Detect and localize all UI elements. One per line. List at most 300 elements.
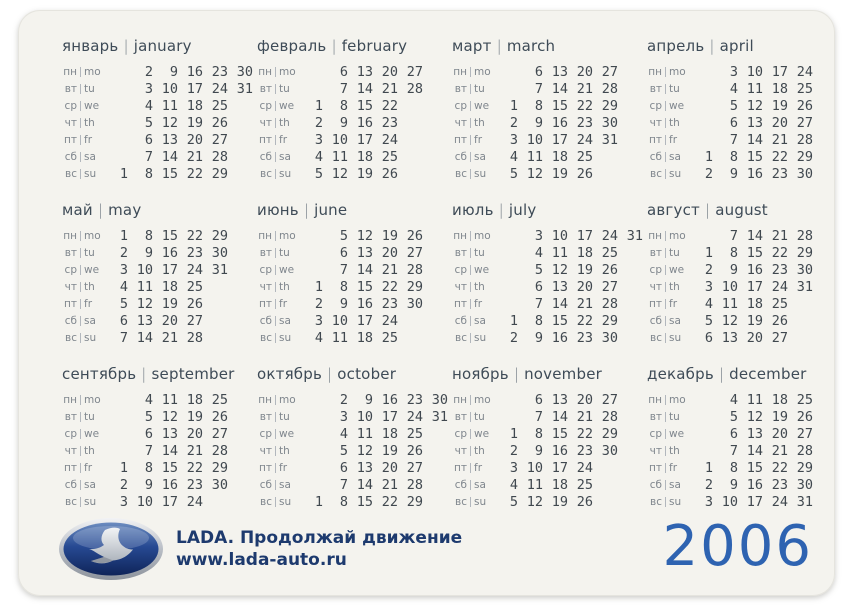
day-cells: [298, 296, 448, 312]
day-cell: 28: [186, 329, 203, 346]
day-abbr-en: th: [474, 444, 485, 457]
day-cell: 10: [331, 312, 348, 329]
day-cell: 15: [551, 312, 568, 329]
day-abbr-ru: ср: [259, 263, 272, 276]
day-cell: 5: [314, 165, 323, 182]
day-cell: 16: [381, 391, 398, 408]
day-row: [257, 227, 447, 244]
day-cell: 27: [186, 312, 203, 329]
day-cell: [618, 98, 643, 114]
day-abbr-en: we: [474, 427, 490, 440]
day-label-divider: [470, 480, 471, 490]
day-abbr-en: we: [84, 263, 100, 276]
day-row: [62, 278, 252, 295]
day-cell: 2: [704, 165, 713, 182]
day-abbr-ru: пт: [649, 297, 662, 310]
day-cell: [618, 296, 643, 312]
day-row-label: [452, 445, 493, 457]
day-abbr-ru: вс: [650, 495, 662, 508]
day-abbr-en: tu: [474, 246, 485, 259]
day-cell: 30: [236, 63, 253, 80]
month-title: [647, 37, 837, 56]
day-cells: [688, 330, 838, 346]
day-cell: 3: [314, 131, 323, 148]
day-row: [647, 244, 837, 261]
day-abbr-en: sa: [279, 314, 291, 327]
day-row-label: [647, 83, 688, 95]
day-cell: 1: [314, 278, 323, 295]
day-cell: 13: [746, 114, 763, 131]
day-cell: 7: [339, 80, 348, 97]
month-name-ru: март: [452, 37, 492, 55]
day-abbr-ru: ср: [64, 99, 77, 112]
day-abbr-ru: пн: [63, 229, 77, 242]
day-cell: 15: [161, 227, 178, 244]
day-label-divider: [275, 118, 276, 128]
day-cells: [493, 262, 643, 278]
day-row-label: [647, 247, 688, 259]
day-cells: [688, 98, 838, 114]
day-row: [647, 493, 837, 510]
day-cell: [688, 409, 713, 425]
day-cell: 17: [356, 312, 373, 329]
day-cell: 29: [406, 493, 423, 510]
day-row-label: [647, 315, 688, 327]
day-cell: [618, 64, 643, 80]
day-cell: 29: [601, 425, 618, 442]
day-abbr-ru: вт: [649, 410, 662, 423]
day-cell: 30: [211, 244, 228, 261]
day-cell: 1: [704, 148, 713, 165]
day-cell: 22: [381, 97, 398, 114]
day-cell: [493, 64, 518, 80]
day-cell: 24: [576, 131, 593, 148]
day-cell: 24: [381, 131, 398, 148]
day-abbr-en: su: [474, 495, 487, 508]
day-cell: [688, 132, 713, 148]
day-label-divider: [80, 395, 81, 405]
day-row: [62, 97, 252, 114]
day-abbr-ru: ср: [64, 427, 77, 440]
day-label-divider: [470, 265, 471, 275]
day-cell: [398, 313, 423, 329]
day-cell: 15: [746, 244, 763, 261]
day-cell: 27: [211, 131, 228, 148]
day-cell: 17: [771, 63, 788, 80]
day-row: [257, 476, 447, 493]
day-cell: [298, 262, 323, 278]
day-label-divider: [80, 497, 81, 507]
day-row-label: [257, 479, 298, 491]
day-label-divider: [470, 135, 471, 145]
day-cell: 5: [509, 493, 518, 510]
day-abbr-en: mo: [669, 393, 686, 406]
day-cell: 18: [186, 97, 203, 114]
day-cell: 19: [381, 442, 398, 459]
day-cell: [228, 166, 253, 182]
day-abbr-ru: пт: [649, 461, 662, 474]
day-cell: 27: [796, 425, 813, 442]
day-cell: 3: [729, 63, 738, 80]
day-abbr-en: sa: [474, 478, 486, 491]
day-cell: 12: [161, 114, 178, 131]
day-row-label: [257, 66, 298, 78]
day-row: [62, 227, 252, 244]
day-cell: 18: [746, 295, 763, 312]
day-cell: 23: [576, 114, 593, 131]
day-cell: [813, 149, 838, 165]
day-abbr-ru: вс: [260, 167, 272, 180]
day-row-label: [452, 66, 493, 78]
day-abbr-en: th: [84, 444, 95, 457]
day-row-label: [62, 83, 103, 95]
day-abbr-ru: вс: [650, 167, 662, 180]
day-label-divider: [665, 480, 666, 490]
day-cell: 3: [704, 278, 713, 295]
day-cell: 28: [796, 227, 813, 244]
day-cells: [298, 460, 448, 476]
day-cell: 15: [356, 278, 373, 295]
day-cell: 14: [551, 295, 568, 312]
day-row-label: [257, 298, 298, 310]
day-cell: 4: [314, 148, 323, 165]
day-row: [257, 459, 447, 476]
day-cell: 23: [576, 329, 593, 346]
day-cell: 14: [136, 329, 153, 346]
day-cell: [593, 149, 618, 165]
day-row-label: [257, 230, 298, 242]
day-cell: 23: [381, 114, 398, 131]
day-abbr-en: fr: [474, 297, 483, 310]
day-row: [257, 165, 447, 182]
day-cell: 6: [729, 114, 738, 131]
day-abbr-ru: вс: [260, 495, 272, 508]
day-cell: 21: [576, 80, 593, 97]
day-cell: [813, 262, 838, 278]
day-label-divider: [275, 446, 276, 456]
day-abbr-en: fr: [669, 461, 678, 474]
day-abbr-en: su: [84, 167, 97, 180]
day-cell: [618, 426, 643, 442]
day-cell: 24: [211, 80, 228, 97]
day-cell: 29: [796, 244, 813, 261]
day-cell: [228, 477, 253, 493]
day-cell: 24: [406, 408, 423, 425]
day-row: [452, 165, 642, 182]
day-row: [452, 425, 642, 442]
day-abbr-en: mo: [84, 65, 101, 78]
day-abbr-ru: сб: [259, 478, 272, 491]
day-row: [452, 261, 642, 278]
day-cell: [423, 81, 448, 97]
day-label-divider: [470, 248, 471, 258]
day-row: [647, 408, 837, 425]
day-row-label: [257, 281, 298, 293]
day-cell: [228, 245, 253, 261]
day-cell: 27: [601, 278, 618, 295]
day-cells: [298, 149, 448, 165]
calendar-card: [18, 10, 835, 596]
day-cell: 22: [771, 148, 788, 165]
day-cell: 4: [534, 244, 543, 261]
day-cell: 24: [186, 493, 203, 510]
day-cell: 28: [601, 80, 618, 97]
day-cell: 13: [551, 278, 568, 295]
day-row: [647, 329, 837, 346]
day-cell: 12: [356, 442, 373, 459]
day-label-divider: [275, 169, 276, 179]
day-label-divider: [80, 299, 81, 309]
day-abbr-en: we: [669, 99, 685, 112]
day-row: [452, 148, 642, 165]
day-cell: 11: [526, 148, 543, 165]
day-abbr-en: mo: [474, 229, 491, 242]
day-row-label: [257, 428, 298, 440]
day-row: [452, 442, 642, 459]
day-cell: [618, 115, 643, 131]
day-cell: 20: [381, 244, 398, 261]
day-cells: [688, 477, 838, 493]
day-cells: [688, 460, 838, 476]
day-cell: [493, 392, 518, 408]
day-abbr-ru: ср: [64, 263, 77, 276]
day-row: [452, 408, 642, 425]
day-cell: 1: [509, 425, 518, 442]
month-block: [647, 37, 837, 201]
day-cell: [593, 477, 618, 493]
day-row: [62, 63, 252, 80]
day-cell: 29: [796, 459, 813, 476]
day-abbr-en: su: [279, 495, 292, 508]
month-block: [452, 365, 642, 529]
day-cell: 16: [551, 329, 568, 346]
day-cell: 16: [746, 476, 763, 493]
day-row: [647, 312, 837, 329]
day-cells: [298, 245, 448, 261]
day-row: [257, 391, 447, 408]
day-cell: 8: [339, 97, 348, 114]
day-cells: [103, 279, 253, 295]
day-cell: 10: [526, 131, 543, 148]
day-abbr-ru: вс: [455, 331, 467, 344]
day-cell: 28: [406, 476, 423, 493]
year-label: 2006: [662, 514, 813, 579]
day-cells: [688, 279, 838, 295]
day-cells: [688, 443, 838, 459]
day-cell: [813, 460, 838, 476]
day-cell: 17: [186, 80, 203, 97]
day-label-divider: [275, 265, 276, 275]
day-cell: [203, 330, 228, 346]
day-cell: 27: [601, 391, 618, 408]
day-cell: [813, 330, 838, 346]
day-cell: [228, 426, 253, 442]
day-abbr-ru: пн: [258, 65, 272, 78]
day-cell: 6: [534, 63, 543, 80]
day-abbr-ru: пт: [64, 133, 77, 146]
day-row-label: [647, 479, 688, 491]
day-cell: 2: [119, 244, 128, 261]
day-cell: 7: [119, 329, 128, 346]
day-abbr-en: su: [669, 495, 682, 508]
day-row: [647, 295, 837, 312]
day-label-divider: [665, 152, 666, 162]
day-abbr-ru: чт: [649, 116, 662, 129]
day-abbr-en: fr: [84, 133, 93, 146]
day-cell: [298, 228, 323, 244]
day-cell: 22: [771, 459, 788, 476]
day-cells: [493, 443, 643, 459]
day-label-divider: [470, 429, 471, 439]
day-cell: 29: [211, 459, 228, 476]
day-abbr-ru: пн: [258, 229, 272, 242]
day-cell: 19: [186, 408, 203, 425]
day-row: [62, 312, 252, 329]
day-cell: [103, 409, 128, 425]
day-cell: 2: [119, 476, 128, 493]
day-label-divider: [470, 299, 471, 309]
day-cell: 19: [551, 165, 568, 182]
day-row: [452, 476, 642, 493]
day-cell: 22: [771, 244, 788, 261]
day-cell: 10: [721, 493, 738, 510]
day-cell: 12: [746, 408, 763, 425]
day-cells: [493, 313, 643, 329]
day-cells: [298, 262, 448, 278]
day-cells: [103, 460, 253, 476]
day-cells: [103, 313, 253, 329]
day-cells: [103, 262, 253, 278]
day-cells: [298, 392, 448, 408]
day-cell: 28: [211, 148, 228, 165]
day-cell: 22: [186, 459, 203, 476]
day-cell: [688, 228, 713, 244]
day-row-label: [452, 281, 493, 293]
day-cell: 7: [534, 408, 543, 425]
day-cell: 14: [551, 80, 568, 97]
day-cell: 19: [186, 114, 203, 131]
day-row: [452, 312, 642, 329]
day-row-label: [62, 428, 103, 440]
day-cell: 24: [381, 312, 398, 329]
day-cells: [103, 296, 253, 312]
day-abbr-ru: пт: [259, 461, 272, 474]
day-row-label: [257, 264, 298, 276]
day-row-label: [647, 264, 688, 276]
day-cells: [493, 166, 643, 182]
day-abbr-ru: сб: [259, 150, 272, 163]
day-label-divider: [275, 231, 276, 241]
day-label-divider: [665, 463, 666, 473]
day-abbr-ru: вт: [454, 82, 467, 95]
day-cell: 30: [431, 391, 448, 408]
day-cell: 27: [771, 329, 788, 346]
day-cell: 21: [381, 261, 398, 278]
day-label-divider: [275, 101, 276, 111]
day-abbr-en: tu: [84, 410, 95, 423]
day-cell: [228, 392, 253, 408]
day-abbr-en: th: [84, 116, 95, 129]
day-label-divider: [470, 67, 471, 77]
day-cell: [103, 426, 128, 442]
day-cell: 10: [136, 493, 153, 510]
day-row: [257, 329, 447, 346]
day-cell: 26: [406, 227, 423, 244]
day-cell: 20: [576, 391, 593, 408]
day-cells: [688, 296, 838, 312]
day-abbr-ru: вт: [259, 410, 272, 423]
day-cell: [618, 149, 643, 165]
day-cell: 26: [406, 442, 423, 459]
day-abbr-ru: чт: [64, 280, 77, 293]
day-cell: 22: [381, 278, 398, 295]
day-cell: 21: [771, 131, 788, 148]
day-cell: 17: [356, 131, 373, 148]
day-cells: [298, 426, 448, 442]
day-label-divider: [80, 446, 81, 456]
day-abbr-ru: пт: [454, 133, 467, 146]
day-cell: 5: [339, 442, 348, 459]
day-cell: 18: [356, 148, 373, 165]
day-cell: 14: [746, 227, 763, 244]
month-name-en: september: [151, 365, 235, 383]
day-cell: 4: [704, 295, 713, 312]
day-cell: 17: [551, 459, 568, 476]
day-abbr-ru: сб: [649, 150, 662, 163]
day-abbr-en: su: [669, 167, 682, 180]
day-row: [62, 442, 252, 459]
day-cell: [813, 494, 838, 510]
day-cell: [228, 313, 253, 329]
day-abbr-en: su: [84, 495, 97, 508]
month-name-en: november: [524, 365, 603, 383]
day-cell: [423, 494, 448, 510]
day-cell: [813, 409, 838, 425]
day-cell: [228, 330, 253, 346]
day-cell: 13: [721, 329, 738, 346]
day-abbr-ru: вт: [64, 246, 77, 259]
month-name-en: january: [133, 37, 192, 55]
day-abbr-en: fr: [84, 297, 93, 310]
day-label-divider: [665, 395, 666, 405]
day-cells: [103, 477, 253, 493]
day-abbr-ru: ср: [649, 263, 662, 276]
day-cell: 25: [381, 329, 398, 346]
day-row: [257, 148, 447, 165]
month-title-separator: |: [496, 37, 502, 55]
day-cell: 22: [576, 425, 593, 442]
day-label-divider: [470, 395, 471, 405]
day-row: [452, 80, 642, 97]
day-row-label: [257, 168, 298, 180]
day-cell: 3: [119, 261, 128, 278]
day-cell: 1: [509, 312, 518, 329]
day-cell: 14: [551, 408, 568, 425]
day-abbr-en: fr: [84, 461, 93, 474]
day-row-label: [647, 151, 688, 163]
day-cells: [103, 64, 253, 80]
day-cell: [688, 115, 713, 131]
day-abbr-en: th: [474, 280, 485, 293]
day-row: [452, 227, 642, 244]
day-abbr-ru: пн: [648, 393, 662, 406]
day-abbr-ru: пн: [648, 229, 662, 242]
day-row: [647, 278, 837, 295]
day-label-divider: [80, 169, 81, 179]
day-label-divider: [275, 429, 276, 439]
day-cells: [688, 149, 838, 165]
day-cells: [688, 64, 838, 80]
